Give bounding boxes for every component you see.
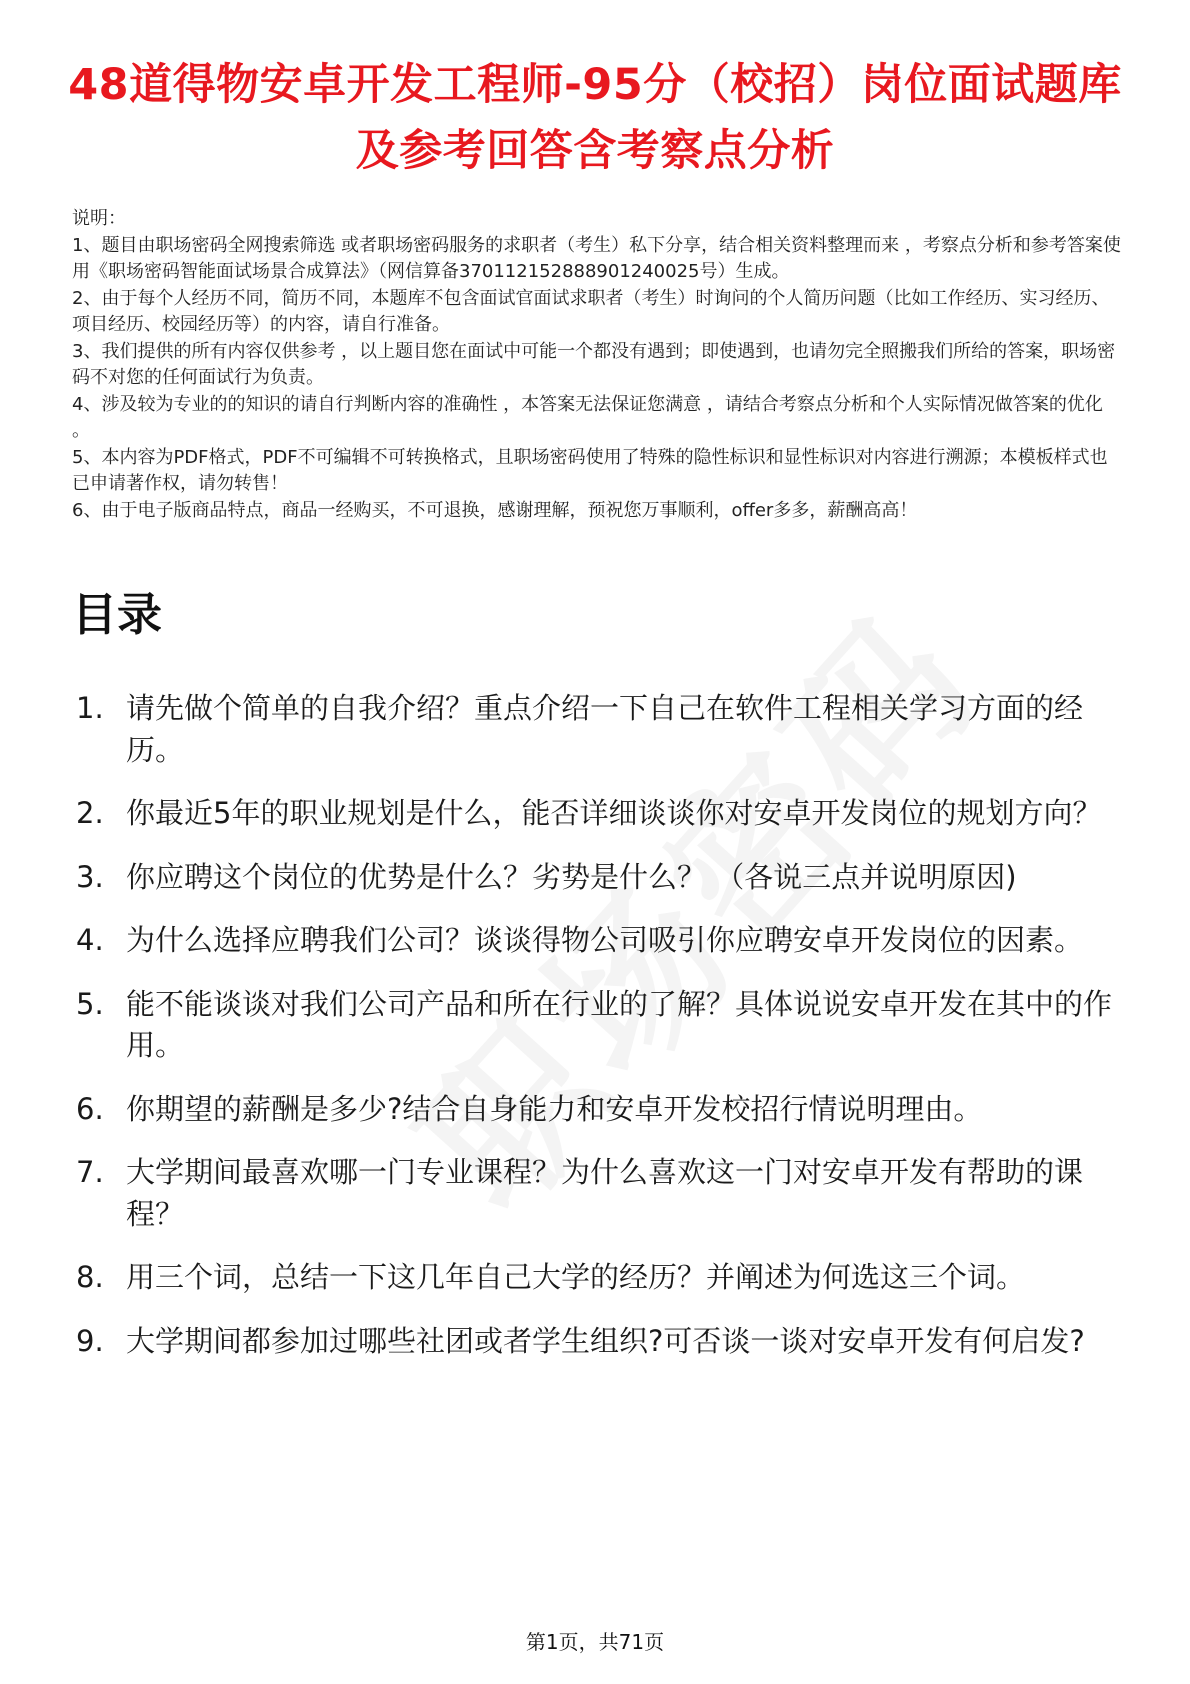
note-item: 1、题目由职场密码全网搜索筛选 或者职场密码服务的求职者（考生）私下分享，结合相关资料整理而来 ，考察点分析和参考答案使用《职场密码智能面试场景合成算法》（网信算备370112152888901240025号）生成。 — [72, 234, 1121, 282]
note-item: 4、涉及较为专业的的知识的请自行判断内容的准确性 ，本答案无法保证您满意 ，请结合考察点分析和个人实际情况做答案的优化 。 — [72, 393, 1103, 441]
question-item[interactable] — [72, 1152, 1132, 1235]
disclaimer-notes — [72, 206, 1122, 524]
question-number: 3. — [76, 859, 104, 894]
question-item[interactable] — [72, 1321, 1132, 1363]
question-text: 用三个词，总结一下这几年自己大学的经历？并阐述为何选这三个词。 — [126, 1260, 1026, 1294]
question-item[interactable] — [72, 793, 1132, 835]
toc-heading: 目录 — [72, 588, 163, 641]
question-item[interactable] — [72, 1257, 1132, 1299]
question-number: 9. — [76, 1323, 104, 1358]
question-text: 为什么选择应聘我们公司？谈谈得物公司吸引你应聘安卓开发岗位的因素。 — [126, 923, 1084, 957]
question-number: 4. — [76, 923, 104, 957]
question-item[interactable] — [72, 857, 1132, 899]
notes-heading: 说明： — [72, 208, 126, 229]
page-title: 48道得物安卓开发工程师-95分（校招）岗位面试题库及参考回答含考察点分析 — [68, 60, 1122, 176]
question-text: 请先做个简单的自我介绍？重点介绍一下自己在软件工程相关学习方面的经历。 — [126, 691, 1084, 767]
note-item: 3、我们提供的所有内容仅供参考 ，以上题目您在面试中可能一个都没有遇到；即使遇到，也请勿完全照搬我们所给的答案，职场密码不对您的任何面试行为负责。 — [72, 340, 1116, 388]
question-text: 你应聘这个岗位的优势是什么？劣势是什么？ （各说三点并说明原因) — [126, 859, 1017, 894]
question-number: 7. — [76, 1155, 104, 1189]
page-footer: 第1页，共71页 — [525, 1630, 665, 1654]
note-item: 6、由于电子版商品特点，商品一经购买，不可退换，感谢理解，预祝您万事顺利，offer多多，薪酬高高！ — [72, 499, 918, 521]
question-number: 5. — [76, 986, 104, 1021]
question-text: 大学期间最喜欢哪一门专业课程？为什么喜欢这一门对安卓开发有帮助的课程？ — [126, 1155, 1084, 1231]
question-text: 你期望的薪酬是多少?结合自身能力和安卓开发校招行情说明理由。 — [126, 1091, 983, 1126]
question-text: 你最近5年的职业规划是什么，能否详细谈谈你对安卓开发岗位的规划方向？ — [126, 796, 1102, 830]
question-list — [72, 688, 1132, 1384]
question-item[interactable] — [72, 920, 1132, 962]
question-item[interactable] — [72, 688, 1132, 771]
question-item[interactable] — [72, 984, 1132, 1067]
question-item[interactable] — [72, 1089, 1132, 1131]
note-item: 2、由于每个人经历不同，简历不同，本题库不包含面试官面试求职者（考生）时询问的个人简历问题（比如工作经历、实习经历、项目经历、校园经历等）的内容，请自行准备。 — [72, 287, 1110, 335]
question-text: 能不能谈谈对我们公司产品和所在行业的了解？具体说说安卓开发在其中的作用。 — [126, 986, 1113, 1062]
note-item: 5、本内容为PDF格式，PDF不可编辑不可转换格式，且职场密码使用了特殊的隐性标识和显性标识对内容进行溯源；本模板样式也已申请著作权，请勿转售！ — [72, 446, 1108, 494]
question-number: 1. — [76, 691, 104, 725]
question-number: 2. — [76, 796, 104, 830]
question-text: 大学期间都参加过哪些社团或者学生组织?可否谈一谈对安卓开发有何启发? — [126, 1323, 1085, 1358]
question-number: 6. — [76, 1091, 104, 1126]
question-number: 8. — [76, 1260, 104, 1294]
